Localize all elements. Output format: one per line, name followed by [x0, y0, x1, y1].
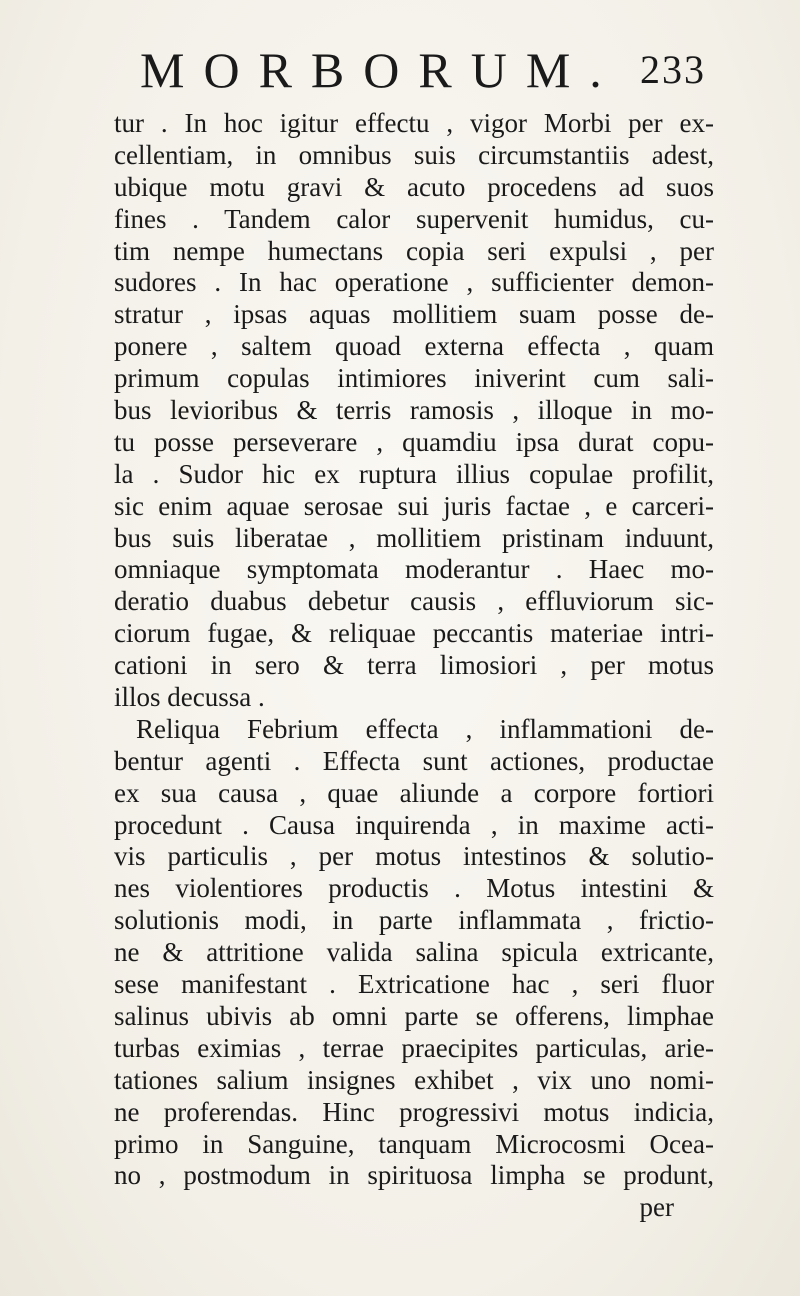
text-line: deratio duabus debetur causis , effluviorum sic- [114, 586, 714, 617]
text-line: cellentiam, in omnibus suis circumstantiis adest, [114, 139, 714, 170]
text-line: la . Sudor hic ex ruptura illius copulae profilit, [114, 458, 714, 489]
page-header [140, 40, 706, 100]
text-line: tu posse perseverare , quamdiu ipsa durat copu- [114, 426, 714, 457]
text-line: illos decussa . [114, 682, 265, 713]
text-line: sudores . In hac operatione , sufficienter demon- [114, 267, 714, 298]
page-number: 233 [640, 47, 706, 92]
text-line: ne & attritione valida salina spicula extricante, [114, 937, 714, 968]
text-line: tim nempe humectans copia seri expulsi , per [114, 235, 714, 266]
text-line: tur . In hoc igitur effectu , vigor Morbi per ex- [114, 108, 714, 138]
text-line: primum copulas intimiores iniverint cum sali- [114, 363, 714, 394]
text-line: salinus ubivis ab omni parte se offerens, limphae [114, 1000, 714, 1031]
text-line: ponere , saltem quoad externa effecta , quam [114, 331, 714, 362]
text-line: Reliqua Febrium effecta , inflammationi de- [136, 713, 714, 744]
body-text [114, 108, 714, 1224]
text-line: ubique motu gravi & acuto procedens ad suos [114, 171, 714, 202]
text-line: bentur agenti . Effecta sunt actiones, productae [114, 745, 714, 776]
text-line: solutionis modi, in parte inflammata , frictio- [114, 905, 714, 936]
catchword: per [639, 1192, 674, 1223]
text-line: nes violentiores productis . Motus intestini & [114, 873, 714, 904]
text-line: fines . Tandem calor supervenit humidus, cu- [114, 203, 714, 234]
text-line: omniaque symptomata moderantur . Haec mo- [114, 554, 714, 585]
text-line: tationes salium insignes exhibet , vix uno nomi- [114, 1064, 714, 1095]
text-line: bus suis liberatae , mollitiem pristinam induunt, [114, 522, 714, 553]
text-line: sic enim aquae serosae sui juris factae , e carceri- [114, 490, 714, 521]
text-line: no , postmodum in spirituosa limpha se produnt, [114, 1160, 714, 1191]
text-line: cationi in sero & terra limosiori , per motus [114, 650, 714, 681]
text-line: bus levioribus & terris ramosis , illoque in mo- [114, 395, 714, 426]
text-line: ex sua causa , quae aliunde a corpore fortiori [114, 777, 714, 808]
text-line: primo in Sanguine, tanquam Microcosmi Ocea- [114, 1128, 714, 1159]
text-line: procedunt . Causa inquirenda , in maxime acti- [114, 809, 714, 840]
text-line: vis particulis , per motus intestinos & solutio- [114, 841, 714, 872]
text-line: ciorum fugae, & reliquae peccantis materiae intri- [114, 618, 714, 649]
text-line: stratur , ipsas aquas mollitiem suam posse de- [114, 299, 714, 330]
text-line: turbas eximias , terrae praecipites particulas, arie- [114, 1032, 714, 1063]
running-title: MORBORUM. [140, 42, 621, 98]
text-line: ne proferendas. Hinc progressivi motus indicia, [114, 1096, 714, 1127]
text-line: sese manifestant . Extricatione hac , seri fluor [114, 969, 714, 1000]
